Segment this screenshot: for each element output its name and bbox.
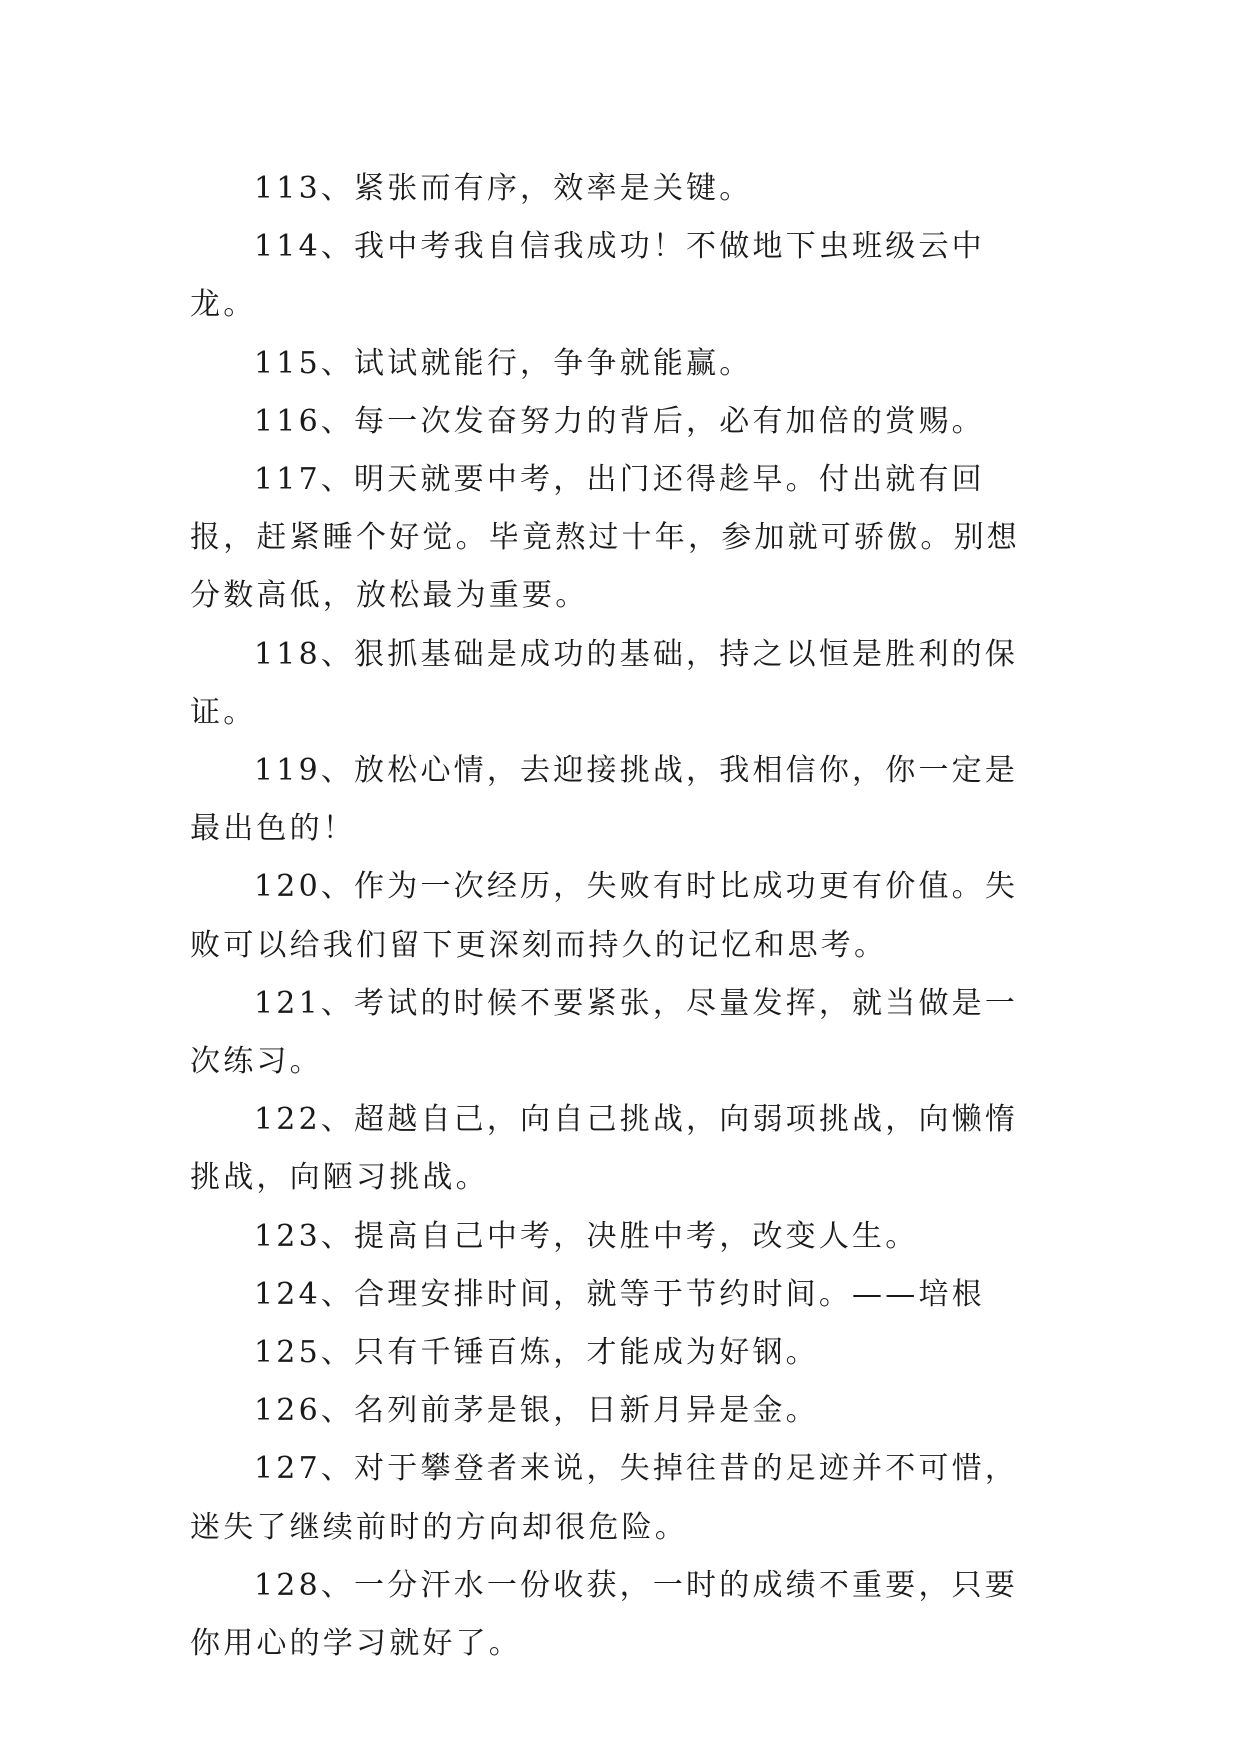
paragraph-121: 121、考试的时候不要紧张，尽量发挥，就当做是一次练习。	[190, 985, 1019, 1080]
paragraph-127: 127、对于攀登者来说，失掉往昔的足迹并不可惜，迷失了继续前时的方向却很危险。	[190, 1451, 1019, 1545]
document-body	[190, 160, 1050, 1673]
paragraph-126: 126、名列前茅是银，日新月异是金。	[254, 1393, 819, 1429]
paragraph-123: 123、提高自己中考，决胜中考，改变人生。	[254, 1218, 919, 1254]
paragraph-115: 115、试试就能行，争争就能赢。	[254, 345, 753, 381]
paragraph-124: 124、合理安排时间，就等于节约时间。——培根	[254, 1276, 985, 1312]
paragraph-113: 113、紧张而有序，效率是关键。	[254, 171, 753, 206]
paragraph-120: 120、作为一次经历，失败有时比成功更有价值。失败可以给我们留下更深刻而持久的记忆和思考。	[190, 869, 1019, 963]
paragraph-128: 128、一分汗水一份收获，一时的成绩不重要，只要你用心的学习就好了。	[190, 1567, 1019, 1662]
paragraph-117: 117、明天就要中考，出门还得趁早。付出就有回报，赶紧睡个好觉。毕竟熬过十年，参加就可骄傲。别想分数高低，放松最为重要。	[190, 462, 1020, 614]
paragraph-114: 114、我中考我自信我成功！不做地下虫班级云中龙。	[190, 229, 985, 323]
paragraph-122: 122、超越自己，向自己挑战，向弱项挑战，向懒惰挑战，向陋习挑战。	[190, 1102, 1019, 1196]
paragraph-119: 119、放松心情，去迎接挑战，我相信你，你一定是最出色的！	[190, 753, 1019, 847]
paragraph-116: 116、每一次发奋努力的背后，必有加倍的赏赐。	[254, 403, 985, 439]
paragraph-125: 125、只有千锤百炼，才能成为好钢。	[254, 1335, 819, 1371]
paragraph-118: 118、狠抓基础是成功的基础，持之以恒是胜利的保证。	[190, 636, 1019, 730]
